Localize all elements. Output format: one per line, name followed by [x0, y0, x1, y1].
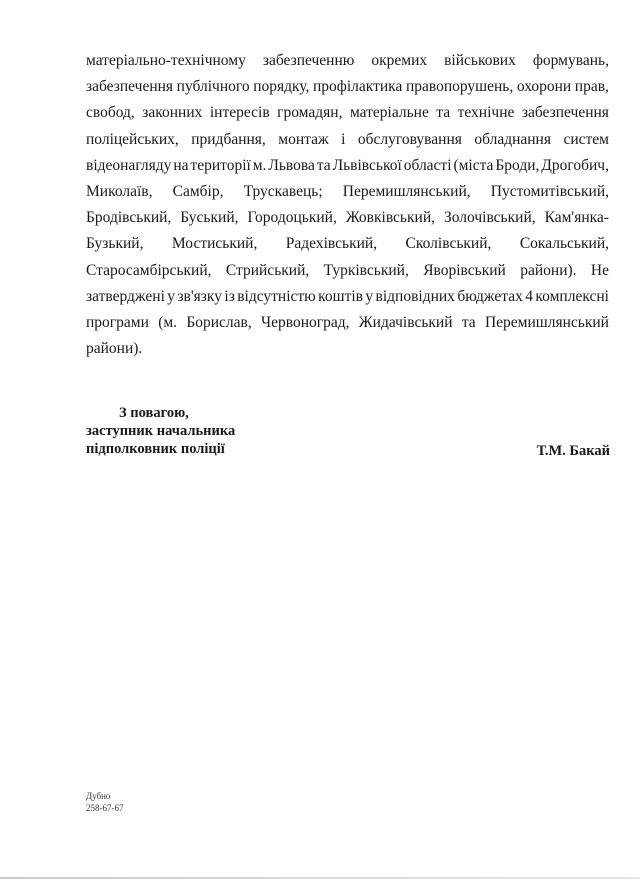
body-line: відеонагляду на території м. Львова та Львівської області (міста Броди, Дрогобич, — [86, 156, 609, 174]
body-line: Миколаїв, Самбір, Трускавець; Перемишлянський, Пустомитівський, — [86, 182, 609, 200]
signer-name: Т.М. Бакай — [536, 443, 610, 459]
executor-phone: 258-67-67 — [86, 802, 124, 813]
body-line: райони). — [86, 340, 143, 358]
body-line: Бродівський, Буський, Городоцький, Жовківський, Золочівський, Кам'янка- — [86, 209, 609, 227]
signer-position: заступник начальника — [86, 423, 236, 439]
body-line: Бузький, Мостиський, Радехівський, Сколівський, Сокальський, — [86, 235, 609, 253]
body-line: свобод, законних інтересів громадян, матеріальне та технічне забезпечення — [86, 104, 609, 122]
body-line: Старосамбірський, Стрийський, Турківський, Яворівський райони). Не — [86, 261, 609, 279]
signer-rank: підполковник поліції — [86, 441, 225, 457]
executor-name: Дубно — [86, 791, 111, 801]
letter-body — [86, 48, 609, 362]
closing-greeting: З повагою, — [119, 405, 189, 421]
body-line: програми (м. Борислав, Червоноград, Жидачівський та Перемишлянський — [86, 313, 609, 331]
executor-note — [86, 791, 124, 814]
body-line: поліцейських, придбання, монтаж і обслуговування обладнання систем — [86, 130, 609, 148]
closing-block — [86, 404, 610, 458]
body-line: затверджені у зв'язку із відсутністю коштів у відповідних бюджетах 4 комплексні — [86, 287, 609, 305]
body-line: матеріально-технічному забезпеченню окремих військових формувань, — [86, 52, 609, 69]
scan-edge-line — [0, 877, 640, 879]
body-line: забезпечення публічного порядку, профілактика правопорушень, охорони прав, — [86, 78, 609, 96]
